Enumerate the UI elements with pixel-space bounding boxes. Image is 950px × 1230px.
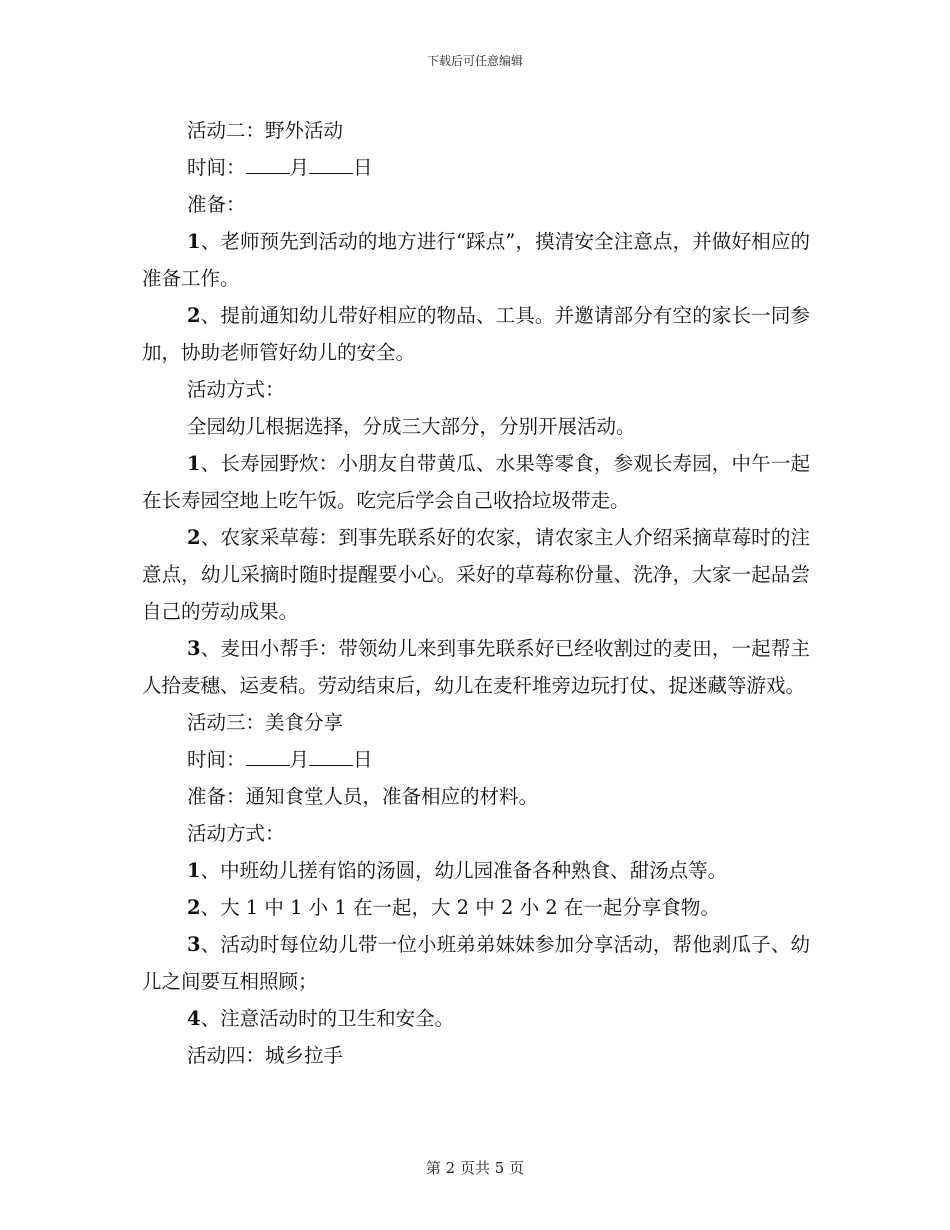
item-text: 、中班幼儿搓有馅的汤圆，幼儿园准备各种熟食、甜汤点等。 [200,859,728,882]
item-text: 、提前通知幼儿带好相应的物品、工具。并邀请部分有空的家长一同参加，协助老师管好幼儿的安全。 [142,304,810,364]
activity-2-prep-label: 准备： [187,193,246,216]
activity-2-prep-item-1 [142,223,810,297]
day-blank [309,156,353,174]
activity-2-method-item-3 [142,630,810,704]
item-text: 、大 1 中 1 小 1 在一起，大 2 中 2 小 2 在一起分享食物。 [200,896,720,919]
day-blank [309,748,353,766]
activity-2-time [142,149,810,186]
document-body [142,112,810,1074]
activity-3-method-label: 活动方式： [187,822,285,845]
item-number: 2 [187,526,201,549]
activity-2-prep-item-2 [142,297,810,371]
activity-3-title: 活动三：美食分享 [187,711,344,734]
month-blank [246,156,290,174]
activity-2-method-item-1 [142,445,810,519]
time-label: 时间： [187,748,246,771]
page-footer: 第 2 页共 5 页 [425,1159,525,1177]
activity-4-title: 活动四：城乡拉手 [187,1044,344,1067]
page-header: 下载后可任意编辑 [426,54,523,68]
day-label: 日 [353,748,373,771]
item-number: 1 [187,230,201,253]
activity-3-method-item-4 [142,1000,810,1037]
item-number: 3 [187,637,201,660]
time-label: 时间： [187,156,246,179]
activity-3-prep: 准备：通知食堂人员，准备相应的材料。 [187,785,539,808]
month-label: 月 [289,156,310,179]
activity-3-method-item-1 [142,852,810,889]
activity-2-title: 活动二：野外活动 [187,119,344,142]
item-text: 、老师预先到活动的地方进行“踩点”，摸清安全注意点，并做好相应的准备工作。 [142,230,810,290]
item-number: 1 [187,452,201,475]
item-number: 3 [187,933,201,956]
activity-3-method-item-3 [142,926,810,1000]
month-blank [246,748,290,766]
activity-3-time [142,741,810,778]
month-label: 月 [289,748,310,771]
item-number: 4 [187,1007,201,1030]
activity-2-method-desc: 全园幼儿根据选择，分成三大部分，分别开展活动。 [187,415,636,438]
item-number: 1 [187,859,201,882]
day-label: 日 [353,156,373,179]
item-text: 、长寿园野炊：小朋友自带黄瓜、水果等零食，参观长寿园，中午一起在长寿园空地上吃午饭。吃完后学会自己收拾垃圾带走。 [142,452,810,512]
activity-2-method-item-2 [142,519,810,630]
activity-2-method-label: 活动方式： [187,378,285,401]
activity-3-method-item-2 [142,889,810,926]
item-number: 2 [187,304,201,327]
item-number: 2 [187,896,201,919]
item-text: 、农家采草莓：到事先联系好的农家，请农家主人介绍采摘草莓时的注意点，幼儿采摘时随时提醒要小心。采好的草莓称份量、洗净，大家一起品尝自己的劳动成果。 [142,526,810,623]
item-text: 、活动时每位幼儿带一位小班弟弟妹妹参加分享活动，帮他剥瓜子、幼儿之间要互相照顾； [142,933,810,993]
item-text: 、注意活动时的卫生和安全。 [200,1007,455,1030]
item-text: 、麦田小帮手：带领幼儿来到事先联系好已经收割过的麦田，一起帮主人拾麦穗、运麦秸。劳动结束后，幼儿在麦秆堆旁边玩打仗、捉迷藏等游戏。 [142,637,810,697]
